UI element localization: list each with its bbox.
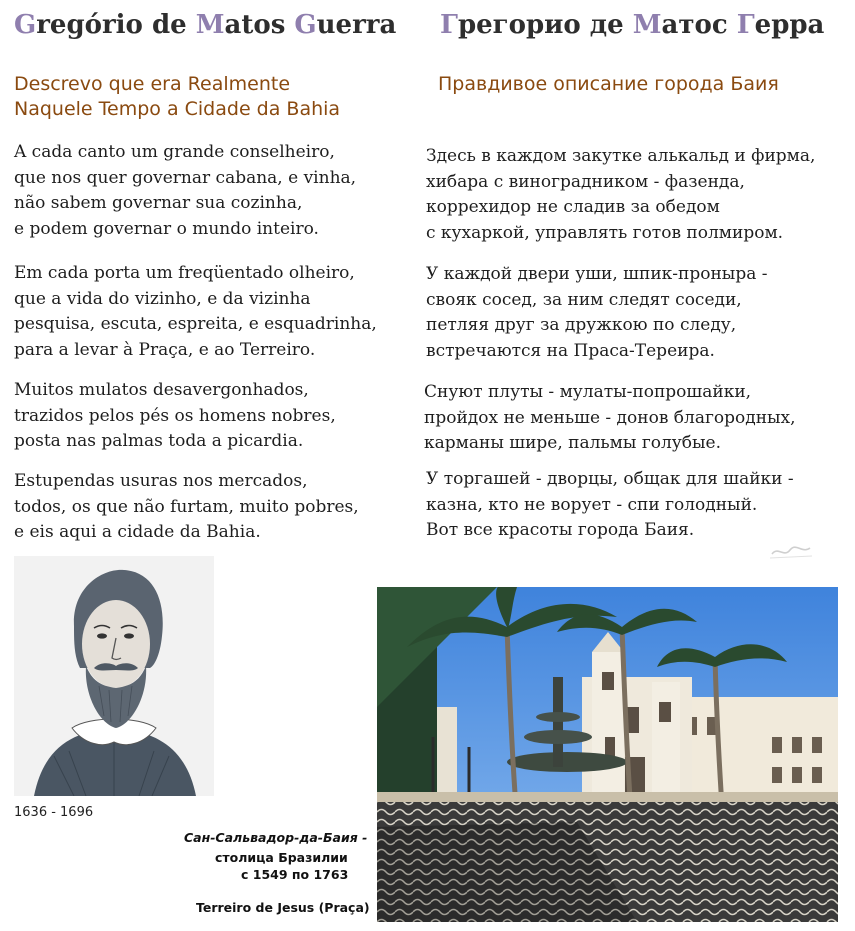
subtitle-russian: Правдивое описание города Баия — [438, 73, 779, 95]
verse-line: пройдох не меньше - донов благородных, — [424, 407, 796, 428]
verse-line: Muitos mulatos desavergonhados, — [14, 380, 309, 400]
subtitle-portuguese — [14, 72, 414, 122]
verse-line: pesquisa, escuta, espreita, e esquadrinha, — [14, 314, 377, 334]
verse-line: хибара с виноградником - фазенда, — [426, 171, 745, 192]
verse-line: карманы шире, пальмы голубые. — [424, 433, 722, 453]
verse-line: que nos quer governar cabana, e vinha, — [14, 167, 357, 188]
caption-city: Сан-Сальвадор-да-Баия - — [184, 830, 368, 845]
stanza-pt-4 — [14, 469, 359, 546]
verse-line: У торгашей - дворцы, общак для шайки - — [426, 469, 794, 489]
verse-line: свояк сосед, за ним следят соседи, — [426, 289, 742, 310]
title-russian: Грегорио де Матос Герра — [440, 10, 825, 40]
stanza-ru-1 — [426, 144, 815, 246]
verse-line: trazidos pelos pés os homens nobres, — [14, 405, 336, 426]
verse-line: Estupendas usuras nos mercados, — [14, 471, 308, 491]
city-photo — [377, 587, 838, 922]
verse-line: não sabem governar sua cozinha, — [14, 193, 303, 213]
verse-line: Вот все красоты города Баия. — [426, 520, 695, 540]
stanza-ru-4 — [426, 467, 794, 544]
verse-line: казна, кто не ворует - спи голодный. — [426, 494, 758, 515]
verse-line: Снуют плуты - мулаты-попрошайки, — [424, 382, 752, 402]
verse-line: para a levar à Praça, e ao Terreiro. — [14, 339, 316, 360]
verse-line: Em cada porta um freqüentado olheiro, — [14, 263, 355, 283]
verse-line: A cada canto um grande conselheiro, — [14, 142, 335, 162]
verse-line: todos, os que não furtam, muito pobres, — [14, 496, 359, 517]
stanza-pt-1 — [14, 140, 356, 242]
stanza-pt-3 — [14, 378, 336, 455]
verse-line: e podem governar o mundo inteiro. — [14, 218, 319, 239]
title-portuguese: Gregório de Matos Guerra — [14, 10, 397, 40]
subtitle-pt-line: Naquele Tempo a Cidade da Bahia — [14, 98, 341, 120]
stanza-ru-3 — [424, 380, 796, 457]
stanza-pt-2 — [14, 261, 377, 363]
signature-mark — [768, 540, 814, 562]
verse-line: e eis aqui a cidade da Bahia. — [14, 522, 261, 542]
verse-line: posta nas palmas toda a picardia. — [14, 431, 304, 451]
verse-line: встречаются на Праса-Тереира. — [426, 340, 715, 361]
caption-place: Terreiro de Jesus (Praça) — [196, 900, 370, 915]
verse-line: Здесь в каждом закутке алькальд и фирма, — [426, 146, 816, 166]
verse-line: коррехидор не сладив за обедом — [426, 197, 720, 217]
portrait-image — [14, 556, 214, 796]
verse-line: с кухаркой, управлять готов полмиром. — [426, 222, 784, 243]
verse-line: У каждой двери уши, шпик-пронырa - — [426, 264, 768, 284]
subtitle-pt-line: Descrevo que era Realmente — [14, 73, 291, 95]
stanza-ru-2 — [426, 262, 768, 364]
verse-line: петляя друг за дружкою по следу, — [426, 315, 737, 335]
verse-line: que a vida do vizinho, e da vizinha — [14, 288, 311, 309]
portrait-years: 1636 - 1696 — [14, 805, 94, 820]
caption-capital: столица Бразилии — [215, 850, 348, 865]
caption-dates: с 1549 по 1763 — [241, 867, 349, 882]
